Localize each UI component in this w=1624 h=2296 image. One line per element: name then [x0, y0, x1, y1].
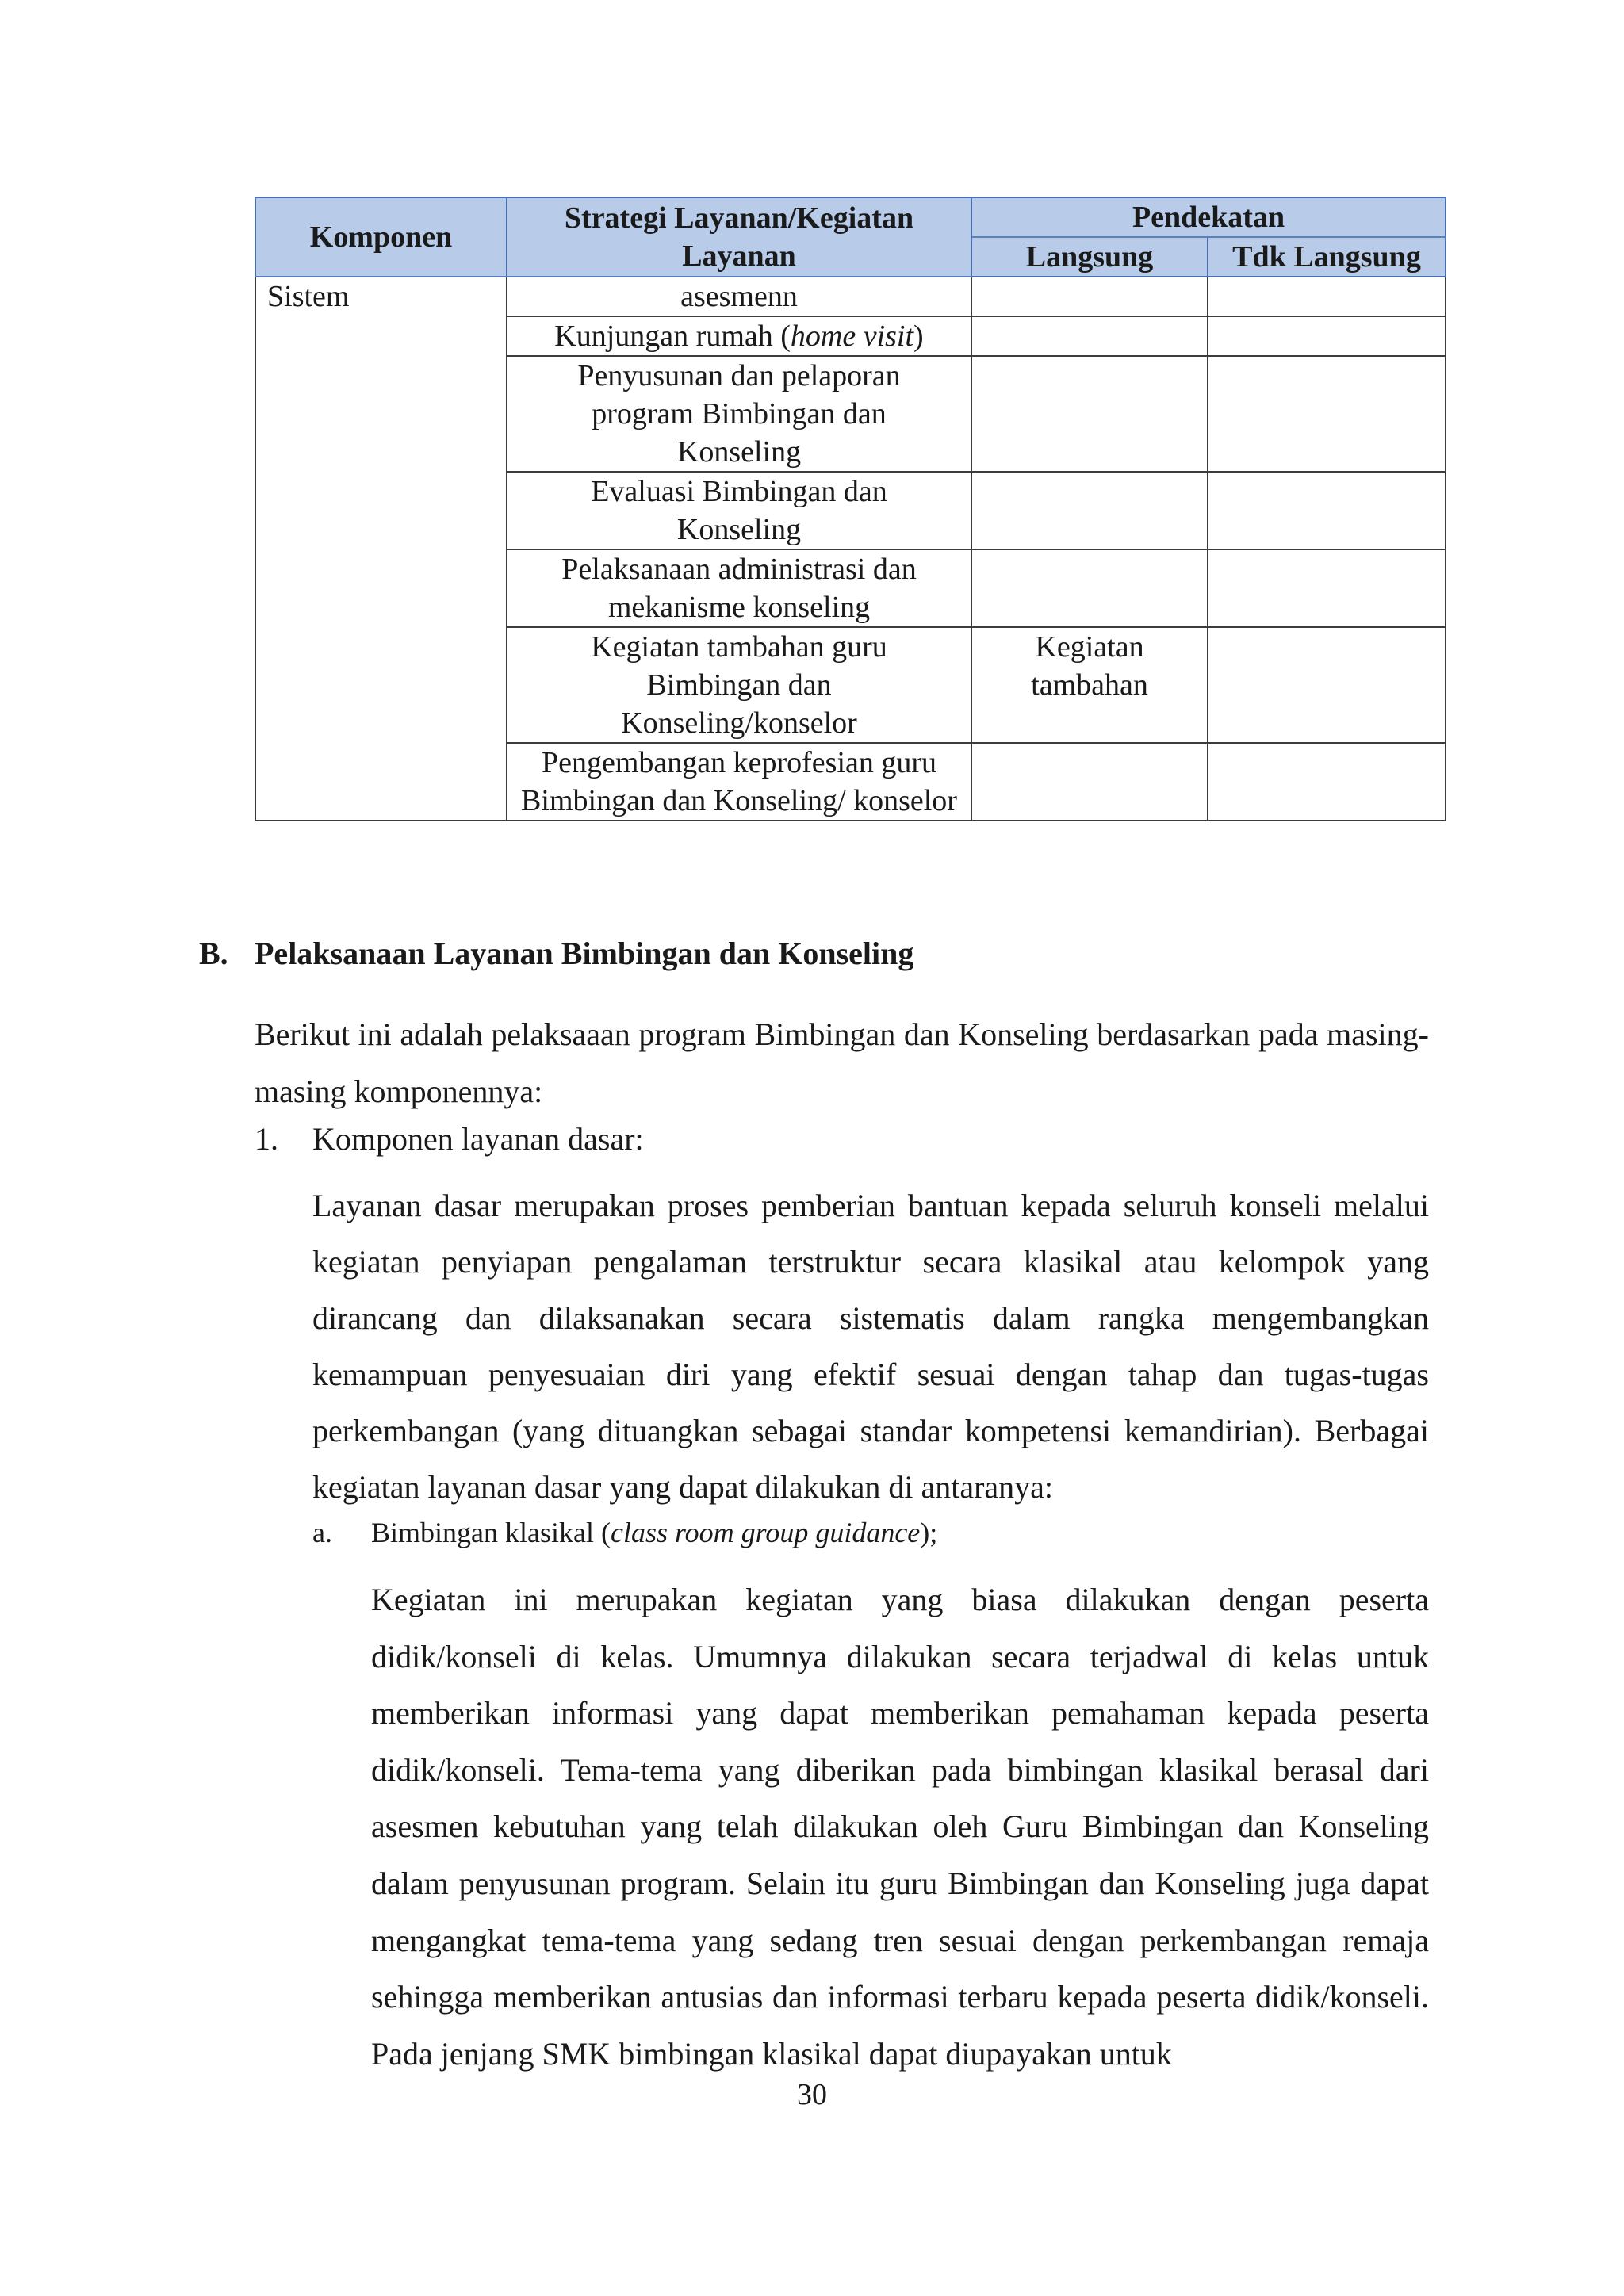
table-row — [255, 277, 1446, 316]
tdk-langsung-cell — [1208, 627, 1446, 743]
strategi-cell: Pelaksanaan administrasi dan mekanisme konseling — [507, 549, 971, 627]
page-number: 30 — [797, 2078, 827, 2111]
sub-item-title: Bimbingan klasikal (class room group guidance); — [371, 1517, 938, 1548]
sub-item-letter: a. — [312, 1517, 332, 1548]
langsung-cell — [971, 316, 1208, 356]
sub-item-a — [312, 1516, 937, 1549]
list-item-1 — [255, 1120, 644, 1158]
tdk-langsung-cell — [1208, 549, 1446, 627]
section-label: B. — [199, 936, 228, 971]
tdk-langsung-cell — [1208, 356, 1446, 472]
strategi-cell: Kegiatan tambahan guru Bimbingan dan Konseling/konselor — [507, 627, 971, 743]
header-pendekatan: Pendekatan — [971, 197, 1446, 237]
intro-paragraph: Berikut ini adalah pelaksaaan program Bimbingan dan Konseling berdasarkan pada masing-masing komponennya: — [255, 1016, 1429, 1109]
strategy-table — [255, 197, 1446, 821]
langsung-cell: Kegiatan tambahan — [971, 627, 1208, 743]
header-langsung: Langsung — [971, 237, 1208, 277]
strategi-cell: asesmenn — [507, 277, 971, 316]
langsung-cell — [971, 277, 1208, 316]
header-komponen: Komponen — [255, 197, 507, 277]
strategi-cell: Penyusunan dan pelaporan program Bimbingan dan Konseling — [507, 356, 971, 472]
langsung-cell — [971, 356, 1208, 472]
section-heading — [199, 935, 914, 972]
header-strategi: Strategi Layanan/Kegiatan Layanan — [507, 197, 971, 277]
tdk-langsung-cell — [1208, 472, 1446, 549]
langsung-cell — [971, 549, 1208, 627]
section-title: Pelaksanaan Layanan Bimbingan dan Konseling — [255, 936, 914, 971]
layanan-dasar-paragraph: Layanan dasar merupakan proses pemberian bantuan kepada seluruh konseli melalui kegiatan penyiapan pengalaman terstruktur secara klasikal atau kelompok yang dirancang dan dilaksanakan secara sistematis dalam rangka mengembangkan kemampuan penyesuaian diri yang efektif sesuai dengan tahap dan tugas-tugas perkembangan (yang dituangkan sebagai standar kompetensi kemandirian). Berbagai kegiatan layanan dasar yang dapat dilakukan di antaranya: — [312, 1188, 1429, 1505]
strategi-cell: Evaluasi Bimbingan dan Konseling — [507, 472, 971, 549]
langsung-cell — [971, 472, 1208, 549]
list-item-number: 1. — [255, 1121, 278, 1157]
tdk-langsung-cell — [1208, 743, 1446, 821]
strategi-cell: Pengembangan keprofesian guru Bimbingan dan Konseling/ konselor — [507, 743, 971, 821]
list-item-title: Komponen layanan dasar: — [312, 1121, 644, 1157]
bimbingan-klasikal-paragraph: Kegiatan ini merupakan kegiatan yang biasa dilakukan dengan peserta didik/konseli di kelas. Umumnya dilakukan secara terjadwal di kelas untuk memberikan informasi yang dapat memberikan pemahaman kepada peserta didik/konseli. Tema-tema yang diberikan pada bimbingan klasikal berasal dari asesmen kebutuhan yang telah dilakukan oleh Guru Bimbingan dan Konseling dalam penyusunan program. Selain itu guru Bimbingan dan Konseling juga dapat mengangkat tema-tema yang sedang tren sesuai dengan perkembangan remaja sehingga memberikan antusias dan informasi terbaru kepada peserta didik/konseli. Pada jenjang SMK bimbingan klasikal dapat diupayakan untuk — [371, 1582, 1429, 2072]
header-tdk-langsung: Tdk Langsung — [1208, 237, 1446, 277]
strategi-cell: Kunjungan rumah (home visit) — [507, 316, 971, 356]
komponen-cell: Sistem — [255, 277, 507, 821]
langsung-cell — [971, 743, 1208, 821]
tdk-langsung-cell — [1208, 277, 1446, 316]
tdk-langsung-cell — [1208, 316, 1446, 356]
